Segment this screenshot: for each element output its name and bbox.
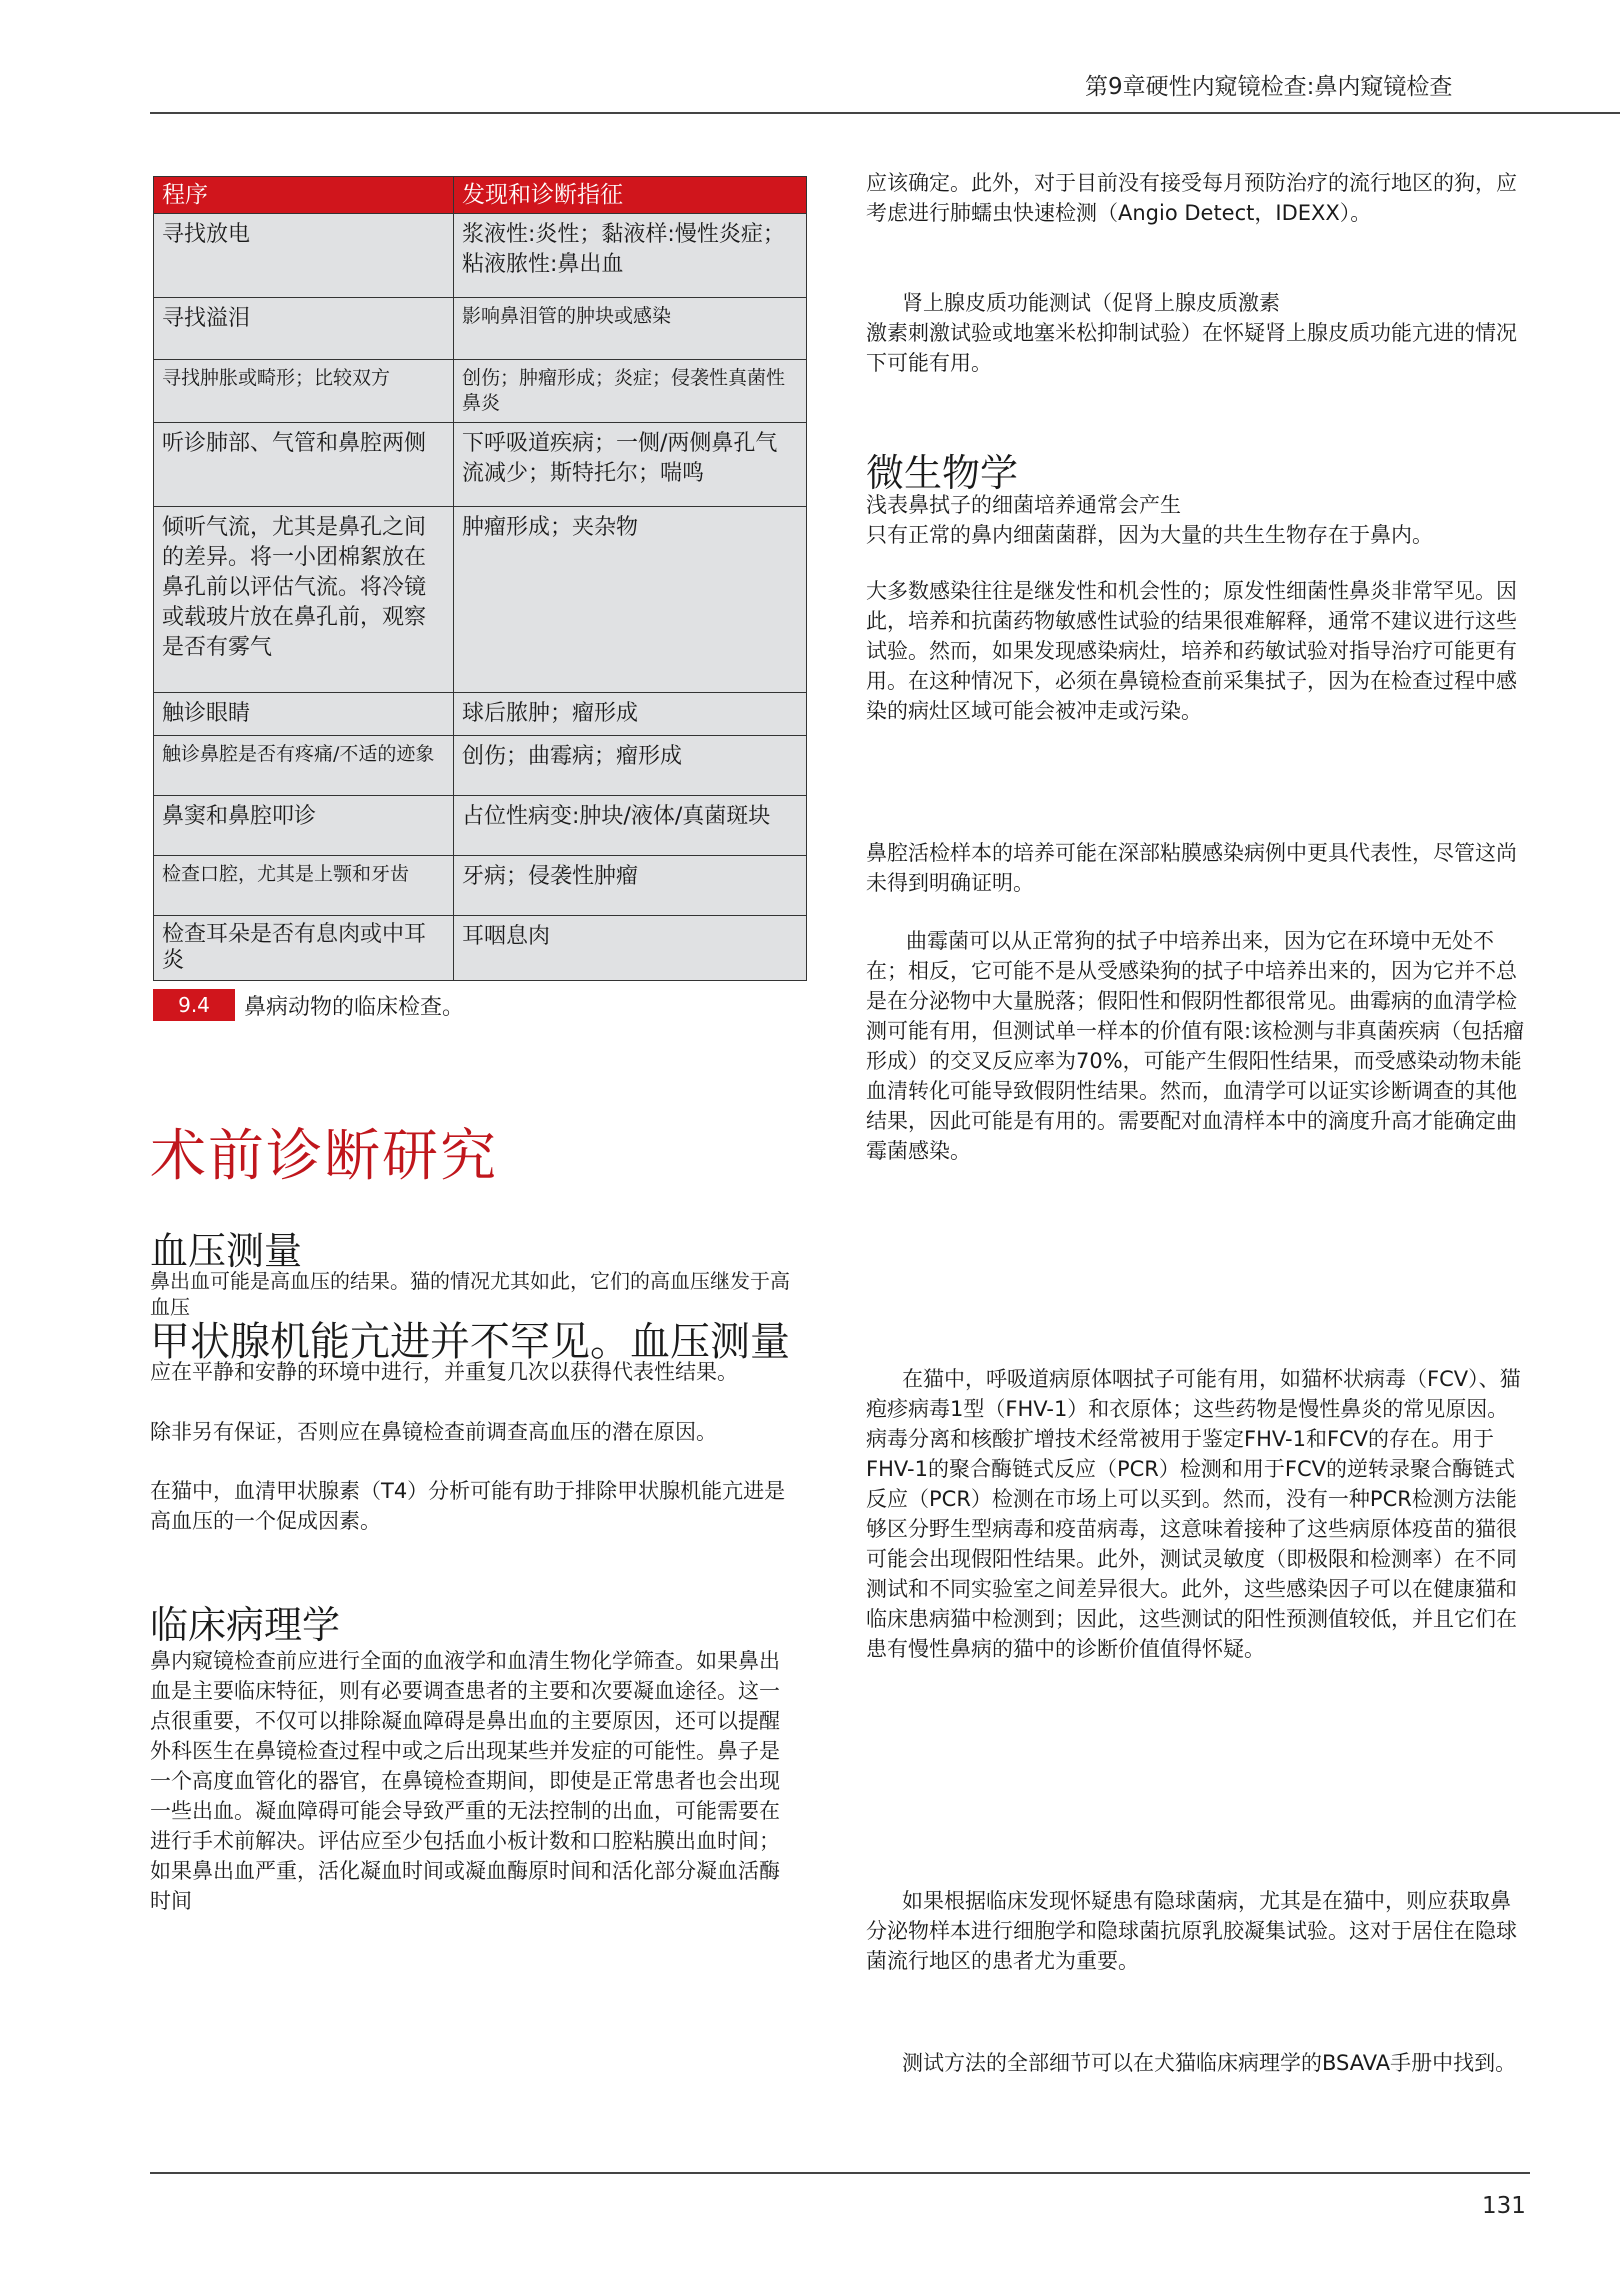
procedure-cell: 触诊眼睛 (154, 693, 454, 736)
finding-cell: 影响鼻泪管的肿块或感染 (454, 298, 807, 360)
procedure-cell: 听诊肺部、气管和鼻腔两侧 (154, 423, 454, 507)
table-header-row (154, 177, 807, 214)
finding-cell: 创伤；曲霉病；瘤形成 (454, 736, 807, 796)
table-row (154, 360, 807, 423)
table-row (154, 423, 807, 507)
table-caption: 鼻病动物的临床检查。 (244, 995, 465, 1020)
bp-heading: 血压测量 (150, 1229, 303, 1273)
col-header-finding: 发现和诊断指征 (454, 177, 807, 214)
table-row (154, 507, 807, 693)
table-row (154, 916, 807, 981)
microbiology-heading: 微生物学 (866, 451, 1019, 495)
micro-paragraph-5: 在猫中，呼吸道病原体咽拭子可能有用，如猫杯状病毒（FCV）、猫疱疹病毒1型（FHV-1）和衣原体；这些药物是慢性鼻炎的常见原因。病毒分离和核酸扩增技术经常被用于鉴定FHV-1和FCV的存在。用于FHV-1的聚合酶链式反应（PCR）检测和用于FCV的逆转录聚合酶链式反应（PCR）检测在市场上可以买到。然而，没有一种PCR检测方法能够区分野生型病毒和疫苗病毒，这意味着接种了这些病原体疫苗的猫很可能会出现假阳性结果。此外，测试灵敏度（即极限和检测率）在不同测试和不同实验室之间差异很大。此外，这些感染因子可以在健康猫和临床患病猫中检测到；因此，这些测试的阳性预测值较低，并且它们在患有慢性鼻病的猫中的诊断价值值得怀疑。 (866, 1367, 1521, 1661)
procedure-cell: 触诊鼻腔是否有疼痛/不适的迹象 (154, 736, 454, 796)
procedure-cell: 检查口腔，尤其是上颚和牙齿 (154, 856, 454, 916)
finding-cell: 下呼吸道疾病；一侧/两侧鼻孔气流减少；斯特托尔；喘鸣 (454, 423, 807, 507)
table-row (154, 736, 807, 796)
procedure-cell: 寻找溢泪 (154, 298, 454, 360)
table-row (154, 856, 807, 916)
procedure-cell: 检查耳朵是否有息肉或中耳炎 (154, 916, 454, 981)
table-row (154, 693, 807, 736)
adrenal-paragraph: 激素刺激试验或地塞米松抑制试验）在怀疑肾上腺皮质功能亢进的情况下可能有用。 (866, 321, 1517, 375)
micro-paragraph-4: 曲霉菌可以从正常狗的拭子中培养出来，因为它在环境中无处不在；相反，它可能不是从受感染狗的拭子中培养出来的，因为它并不总是在分泌物中大量脱落；假阳性和假阴性都很常见。曲霉病的血清学检测可能有用，但测试单一样本的价值有限:该检测与非真菌疾病（包括瘤形成）的交叉反应率为70%，可能产生假阳性结果，而受感染动物未能血清转化可能导致假阴性结果。然而，血清学可以证实诊断调查的其他结果，因此可能是有用的。需要配对血清样本中的滴度升高才能确定曲霉菌感染。 (866, 929, 1525, 1163)
section-title: 术前诊断研究 (150, 1124, 498, 1189)
micro-line-1: 浅表鼻拭子的细菌培养通常会产生 (866, 493, 1181, 517)
clinical-exam-table (153, 176, 807, 981)
micro-paragraph-7: 测试方法的全部细节可以在犬猫临床病理学的BSAVA手册中找到。 (902, 2051, 1517, 2075)
page-number: 131 (1482, 2193, 1526, 2219)
table-row (154, 214, 807, 298)
table-row (154, 796, 807, 856)
clinical-pathology-heading: 临床病理学 (150, 1603, 341, 1647)
micro-line-2: 只有正常的鼻内细菌菌群，因为大量的共生生物存在于鼻内。 (866, 523, 1433, 547)
micro-paragraph-3: 鼻腔活检样本的培养可能在深部粘膜感染病例中更具代表性，尽管这尚未得到明确证明。 (866, 841, 1517, 895)
finding-cell: 创伤；肿瘤形成；炎症；侵袭性真菌性鼻炎 (454, 360, 807, 423)
finding-cell: 浆液性:炎性；黏液样:慢性炎症；粘液脓性:鼻出血 (454, 214, 807, 298)
adrenal-paragraph-lead: 肾上腺皮质功能测试（促肾上腺皮质激素 (902, 291, 1280, 315)
procedure-cell: 鼻窦和鼻腔叩诊 (154, 796, 454, 856)
bp-paragraph-1: 鼻出血可能是高血压的结果。猫的情况尤其如此，它们的高血压继发于高血压 (150, 1269, 790, 1319)
header-divider (150, 112, 1620, 114)
bp-paragraph-3: 除非另有保证，否则应在鼻镜检查前调查高血压的潜在原因。 (150, 1420, 717, 1444)
finding-cell: 耳咽息肉 (454, 916, 807, 981)
table-row (154, 298, 807, 360)
col-header-procedure: 程序 (154, 177, 454, 214)
figure-number-badge: 9.4 (153, 989, 235, 1021)
bp-paragraph-2: 应在平静和安静的环境中进行，并重复几次以获得代表性结果。 (150, 1360, 738, 1384)
micro-paragraph-2: 大多数感染往往是继发性和机会性的；原发性细菌性鼻炎非常罕见。因此，培养和抗菌药物敏感性试验的结果很难解释，通常不建议进行这些试验。然而，如果发现感染病灶，培养和药敏试验对指导治疗可能更有用。在这种情况下，必须在鼻镜检查前采集拭子，因为在检查过程中感染的病灶区域可能会被冲走或污染。 (866, 579, 1517, 723)
finding-cell: 占位性病变:肿块/液体/真菌斑块 (454, 796, 807, 856)
finding-cell: 牙病；侵袭性肿瘤 (454, 856, 807, 916)
bp-overlap-heading: 甲状腺机能亢进并不罕见。血压测量 (150, 1319, 790, 1365)
right-paragraph-1: 应该确定。此外，对于目前没有接受每月预防治疗的流行地区的狗，应考虑进行肺蠕虫快速检测（Angio Detect，IDEXX）。 (866, 171, 1517, 225)
clinical-pathology-paragraph: 鼻内窥镜检查前应进行全面的血液学和血清生物化学筛查。如果鼻出血是主要临床特征，则有必要调查患者的主要和次要凝血途径。这一点很重要，不仅可以排除凝血障碍是鼻出血的主要原因，还可以提醒外科医生在鼻镜检查过程中或之后出现某些并发症的可能性。鼻子是一个高度血管化的器官，在鼻镜检查期间，即使是正常患者也会出现一些出血。凝血障碍可能会导致严重的无法控制的出血，可能需要在进行手术前解决。评估应至少包括血小板计数和口腔粘膜出血时间；如果鼻出血严重，活化凝血时间或凝血酶原时间和活化部分凝血活酶时间 (150, 1649, 780, 1913)
bp-paragraph-4: 在猫中，血清甲状腺素（T4）分析可能有助于排除甲状腺机能亢进是高血压的一个促成因素。 (150, 1479, 786, 1533)
procedure-cell: 寻找肿胀或畸形；比较双方 (154, 360, 454, 423)
procedure-cell: 寻找放电 (154, 214, 454, 298)
procedure-cell: 倾听气流，尤其是鼻孔之间的差异。将一小团棉絮放在鼻孔前以评估气流。将冷镜或载玻片放在鼻孔前，观察是否有雾气 (154, 507, 454, 693)
finding-cell: 肿瘤形成；夹杂物 (454, 507, 807, 693)
finding-cell: 球后脓肿；瘤形成 (454, 693, 807, 736)
micro-paragraph-6: 如果根据临床发现怀疑患有隐球菌病，尤其是在猫中，则应获取鼻分泌物样本进行细胞学和隐球菌抗原乳胶凝集试验。这对于居住在隐球菌流行地区的患者尤为重要。 (866, 1889, 1517, 1973)
running-header: 第9章硬性内窥镜检查:鼻内窥镜检查 (1085, 74, 1453, 100)
footer-divider (150, 2172, 1530, 2174)
